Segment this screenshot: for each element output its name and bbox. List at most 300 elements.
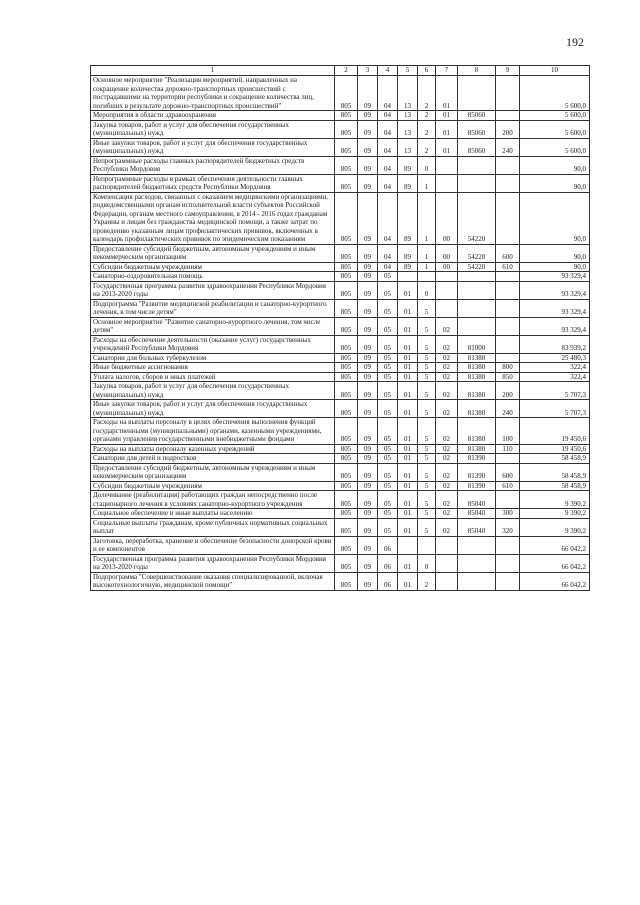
code-cell <box>458 572 496 590</box>
code-cell: 2 <box>418 111 436 121</box>
expense-name-cell: Компенсация расходов, связанных с оказанием медицинскими организациями, подведомственными органам исполнительной власти субъектов Российской Федерации, органам местного самоуправления, в 2014 - 2016 годах гражданам Украины и лицам без гражданства медицинской помощи, а также затрат по проведению указанным лицам профилактических прививок, включенных в календарь профилактических прививок по эпидемическим показаниям <box>91 192 335 244</box>
code-cell: 805 <box>335 156 358 174</box>
code-cell: 0 <box>418 156 436 174</box>
code-cell: 01 <box>398 363 418 373</box>
code-cell <box>496 554 520 572</box>
code-cell: 805 <box>335 120 358 138</box>
table-row <box>91 491 590 509</box>
code-cell: 54220 <box>458 192 496 244</box>
code-cell: 09 <box>358 518 378 536</box>
code-cell <box>496 281 520 299</box>
code-cell <box>496 111 520 121</box>
code-cell <box>496 536 520 554</box>
code-cell <box>496 335 520 353</box>
code-cell: 01 <box>398 463 418 481</box>
header-row <box>91 66 590 76</box>
amount-cell: 58 458,9 <box>520 481 590 491</box>
code-cell <box>496 174 520 192</box>
code-cell <box>458 76 496 111</box>
code-cell: 05 <box>378 363 398 373</box>
table-row <box>91 76 590 111</box>
code-cell <box>458 554 496 572</box>
code-cell: 81380 <box>458 382 496 400</box>
expense-name-cell: Непрограммные расходы в рамках обеспечения деятельности главных распорядителей бюджетных средств Республики Мордовия <box>91 174 335 192</box>
code-cell: 02 <box>436 382 458 400</box>
table-row <box>91 481 590 491</box>
expense-name-cell: Расходы на выплаты персоналу в целях обеспечения выполнения функций государственными (муниципальными) органами, казенными учреждениями, органами управления государственными внебюджетными фондами <box>91 418 335 445</box>
code-cell: 05 <box>378 491 398 509</box>
code-cell: 81380 <box>458 400 496 418</box>
code-cell: 05 <box>378 353 398 363</box>
code-cell <box>458 174 496 192</box>
code-cell: 04 <box>378 111 398 121</box>
code-cell: 02 <box>436 353 458 363</box>
code-cell: 09 <box>358 120 378 138</box>
code-cell: 09 <box>358 272 378 282</box>
code-cell: 09 <box>358 418 378 445</box>
amount-cell: 90,0 <box>520 156 590 174</box>
code-cell: 02 <box>436 400 458 418</box>
code-cell: 04 <box>378 156 398 174</box>
code-cell: 54220 <box>458 244 496 262</box>
code-cell <box>436 156 458 174</box>
column-header: 1 <box>91 66 335 76</box>
code-cell: 13 <box>398 76 418 111</box>
expense-name-cell: Санатории для детей и подростков <box>91 454 335 464</box>
code-cell: 89 <box>398 262 418 272</box>
code-cell: 5 <box>418 335 436 353</box>
table-row <box>91 138 590 156</box>
amount-cell: 5 600,0 <box>520 76 590 111</box>
code-cell: 81390 <box>458 481 496 491</box>
code-cell <box>398 272 418 282</box>
expense-name-cell: Социальные выплаты гражданам, кроме публичных нормативных социальных выплат <box>91 518 335 536</box>
code-cell: 81390 <box>458 454 496 464</box>
code-cell: 05 <box>378 272 398 282</box>
code-cell: 05 <box>378 400 398 418</box>
code-cell: 06 <box>378 572 398 590</box>
expense-name-cell: Долечивание (реабилитация) работающих граждан непосредственно после стационарного лечения в условиях санаторно-курортного учреждения <box>91 491 335 509</box>
code-cell: 00 <box>436 244 458 262</box>
code-cell: 1 <box>418 262 436 272</box>
code-cell: 01 <box>398 518 418 536</box>
code-cell: 00 <box>436 192 458 244</box>
code-cell: 200 <box>496 120 520 138</box>
code-cell: 01 <box>398 335 418 353</box>
code-cell: 5 <box>418 317 436 335</box>
code-cell: 2 <box>418 76 436 111</box>
code-cell: 100 <box>496 418 520 445</box>
code-cell: 2 <box>418 572 436 590</box>
code-cell: 805 <box>335 244 358 262</box>
code-cell: 89 <box>398 156 418 174</box>
code-cell: 05 <box>378 317 398 335</box>
code-cell: 09 <box>358 491 378 509</box>
code-cell: 09 <box>358 481 378 491</box>
code-cell: 09 <box>358 317 378 335</box>
code-cell: 05 <box>378 509 398 519</box>
code-cell: 2 <box>418 138 436 156</box>
amount-cell: 25 480,3 <box>520 353 590 363</box>
amount-cell: 93 329,4 <box>520 272 590 282</box>
code-cell: 85040 <box>458 491 496 509</box>
code-cell: 85060 <box>458 138 496 156</box>
code-cell <box>436 536 458 554</box>
amount-cell: 66 042,2 <box>520 572 590 590</box>
expense-name-cell: Закупка товаров, работ и услуг для обеспечения государственных (муниципальных) нужд <box>91 120 335 138</box>
code-cell: 320 <box>496 518 520 536</box>
code-cell: 04 <box>378 262 398 272</box>
code-cell: 110 <box>496 444 520 454</box>
code-cell <box>496 156 520 174</box>
expense-name-cell: Уплата налогов, сборов и иных платежей <box>91 372 335 382</box>
code-cell: 04 <box>378 174 398 192</box>
column-header: 5 <box>398 66 418 76</box>
code-cell: 805 <box>335 272 358 282</box>
expense-name-cell: Санатории для больных туберкулезом <box>91 353 335 363</box>
code-cell: 01 <box>398 554 418 572</box>
code-cell <box>436 299 458 317</box>
code-cell: 01 <box>398 281 418 299</box>
code-cell <box>436 174 458 192</box>
code-cell: 805 <box>335 353 358 363</box>
code-cell: 02 <box>436 444 458 454</box>
table-row <box>91 444 590 454</box>
code-cell: 805 <box>335 491 358 509</box>
code-cell <box>496 454 520 464</box>
code-cell: 09 <box>358 554 378 572</box>
expense-name-cell: Мероприятия в области здравоохранения <box>91 111 335 121</box>
budget-table <box>90 65 590 591</box>
code-cell: 05 <box>378 299 398 317</box>
column-header: 7 <box>436 66 458 76</box>
code-cell: 600 <box>496 244 520 262</box>
code-cell: 81380 <box>458 363 496 373</box>
code-cell: 09 <box>358 536 378 554</box>
code-cell: 610 <box>496 262 520 272</box>
code-cell: 805 <box>335 262 358 272</box>
code-cell: 81380 <box>458 418 496 445</box>
code-cell: 09 <box>358 572 378 590</box>
code-cell: 02 <box>436 518 458 536</box>
code-cell: 05 <box>378 281 398 299</box>
code-cell: 805 <box>335 174 358 192</box>
code-cell: 240 <box>496 400 520 418</box>
code-cell: 05 <box>378 454 398 464</box>
code-cell: 04 <box>378 138 398 156</box>
code-cell: 805 <box>335 572 358 590</box>
page-number: 192 <box>566 35 584 49</box>
code-cell: 01 <box>436 120 458 138</box>
table-body <box>91 76 590 591</box>
table-row <box>91 363 590 373</box>
code-cell: 05 <box>378 518 398 536</box>
code-cell: 805 <box>335 138 358 156</box>
code-cell: 5 <box>418 509 436 519</box>
code-cell: 300 <box>496 509 520 519</box>
code-cell: 5 <box>418 463 436 481</box>
code-cell <box>436 554 458 572</box>
code-cell: 09 <box>358 244 378 262</box>
code-cell: 89 <box>398 192 418 244</box>
expense-name-cell: Заготовка, переработка, хранение и обеспечение безопасности донорской крови и ее компонентов <box>91 536 335 554</box>
table-row <box>91 518 590 536</box>
code-cell: 0 <box>418 554 436 572</box>
expense-name-cell: Иные закупки товаров, работ и услуг для обеспечения государственных (муниципальных) нужд <box>91 138 335 156</box>
code-cell <box>496 76 520 111</box>
code-cell: 09 <box>358 353 378 363</box>
code-cell: 02 <box>436 363 458 373</box>
code-cell: 04 <box>378 120 398 138</box>
table-row <box>91 111 590 121</box>
code-cell: 805 <box>335 536 358 554</box>
amount-cell: 322,4 <box>520 363 590 373</box>
code-cell: 02 <box>436 372 458 382</box>
amount-cell: 66 042,2 <box>520 554 590 572</box>
expense-name-cell: Государственная программа развития здравоохранения Республики Мордовия на 2013-2020 годы <box>91 554 335 572</box>
code-cell: 02 <box>436 481 458 491</box>
amount-cell: 5 707,3 <box>520 400 590 418</box>
code-cell: 5 <box>418 418 436 445</box>
code-cell: 805 <box>335 335 358 353</box>
code-cell: 09 <box>358 509 378 519</box>
code-cell <box>458 281 496 299</box>
code-cell: 02 <box>436 335 458 353</box>
code-cell: 200 <box>496 382 520 400</box>
amount-cell: 5 600,0 <box>520 111 590 121</box>
code-cell: 09 <box>358 454 378 464</box>
code-cell <box>496 317 520 335</box>
code-cell: 09 <box>358 156 378 174</box>
amount-cell: 93 329,4 <box>520 281 590 299</box>
code-cell: 09 <box>358 138 378 156</box>
expense-name-cell: Основное мероприятие "Развитие санаторно-курортного лечения, том числе детям" <box>91 317 335 335</box>
code-cell: 81380 <box>458 353 496 363</box>
code-cell: 805 <box>335 299 358 317</box>
code-cell: 81000 <box>458 335 496 353</box>
code-cell: 805 <box>335 444 358 454</box>
code-cell: 01 <box>398 299 418 317</box>
code-cell: 09 <box>358 400 378 418</box>
code-cell: 600 <box>496 463 520 481</box>
code-cell: 01 <box>398 481 418 491</box>
code-cell: 01 <box>398 317 418 335</box>
code-cell: 09 <box>358 299 378 317</box>
code-cell: 13 <box>398 120 418 138</box>
table-row <box>91 156 590 174</box>
code-cell: 01 <box>398 400 418 418</box>
column-header: 10 <box>520 66 590 76</box>
code-cell: 01 <box>398 444 418 454</box>
code-cell: 5 <box>418 353 436 363</box>
code-cell: 610 <box>496 481 520 491</box>
table-row <box>91 454 590 464</box>
code-cell <box>458 299 496 317</box>
code-cell: 5 <box>418 363 436 373</box>
table-row <box>91 572 590 590</box>
code-cell: 805 <box>335 518 358 536</box>
code-cell: 05 <box>378 418 398 445</box>
code-cell: 5 <box>418 372 436 382</box>
column-header: 4 <box>378 66 398 76</box>
code-cell: 01 <box>436 138 458 156</box>
amount-cell: 58 458,9 <box>520 454 590 464</box>
code-cell: 805 <box>335 363 358 373</box>
code-cell: 805 <box>335 481 358 491</box>
code-cell: 13 <box>398 111 418 121</box>
table-row <box>91 174 590 192</box>
code-cell: 01 <box>398 382 418 400</box>
code-cell: 09 <box>358 335 378 353</box>
amount-cell: 9 390,2 <box>520 491 590 509</box>
code-cell: 01 <box>398 491 418 509</box>
code-cell: 09 <box>358 281 378 299</box>
expense-name-cell: Иные закупки товаров, работ и услуг для обеспечения государственных (муниципальных) нужд <box>91 400 335 418</box>
code-cell: 02 <box>436 463 458 481</box>
code-cell <box>496 572 520 590</box>
code-cell <box>458 272 496 282</box>
code-cell: 01 <box>436 76 458 111</box>
expense-name-cell: Расходы на выплаты персоналу казенных учреждений <box>91 444 335 454</box>
expense-name-cell: Непрограммные расходы главных распорядителей бюджетных средств Республики Мордовия <box>91 156 335 174</box>
column-header: 8 <box>458 66 496 76</box>
code-cell: 5 <box>418 481 436 491</box>
code-cell: 09 <box>358 372 378 382</box>
code-cell: 54220 <box>458 262 496 272</box>
code-cell <box>496 272 520 282</box>
code-cell <box>418 536 436 554</box>
code-cell <box>458 156 496 174</box>
table-row <box>91 192 590 244</box>
code-cell: 02 <box>436 509 458 519</box>
code-cell: 805 <box>335 111 358 121</box>
table-row <box>91 372 590 382</box>
code-cell: 01 <box>436 111 458 121</box>
code-cell: 2 <box>418 120 436 138</box>
code-cell: 81380 <box>458 444 496 454</box>
code-cell: 09 <box>358 111 378 121</box>
code-cell: 81380 <box>458 372 496 382</box>
code-cell: 1 <box>418 192 436 244</box>
table-row <box>91 509 590 519</box>
code-cell: 05 <box>378 382 398 400</box>
amount-cell: 90,0 <box>520 174 590 192</box>
code-cell: 13 <box>398 138 418 156</box>
expense-name-cell: Иные бюджетные ассигнования <box>91 363 335 373</box>
code-cell: 85060 <box>458 120 496 138</box>
code-cell <box>436 272 458 282</box>
code-cell: 1 <box>418 174 436 192</box>
code-cell <box>436 281 458 299</box>
code-cell: 85060 <box>458 111 496 121</box>
expense-name-cell: Расходы на обеспечение деятельности (оказание услуг) государственных учреждений Республики Мордовия <box>91 335 335 353</box>
code-cell <box>496 491 520 509</box>
code-cell <box>496 299 520 317</box>
code-cell: 00 <box>436 262 458 272</box>
amount-cell: 90,0 <box>520 244 590 262</box>
code-cell: 09 <box>358 463 378 481</box>
expense-name-cell: Государственная программа развития здравоохранения Республики Мордовия на 2013-2020 годы <box>91 281 335 299</box>
amount-cell: 19 450,6 <box>520 418 590 445</box>
amount-cell: 322,4 <box>520 372 590 382</box>
column-header: 2 <box>335 66 358 76</box>
table-row <box>91 120 590 138</box>
table-row <box>91 244 590 262</box>
code-cell: 81390 <box>458 463 496 481</box>
table-row <box>91 536 590 554</box>
expense-name-cell: Закупка товаров, работ и услуг для обеспечения государственных (муниципальных) нужд <box>91 382 335 400</box>
amount-cell: 19 450,6 <box>520 444 590 454</box>
code-cell: 805 <box>335 509 358 519</box>
code-cell: 805 <box>335 281 358 299</box>
code-cell: 05 <box>378 463 398 481</box>
table-row <box>91 262 590 272</box>
expense-name-cell: Предоставление субсидий бюджетным, автономным учреждениям и иным некоммерческим организациям <box>91 463 335 481</box>
amount-cell: 58 458,9 <box>520 463 590 481</box>
amount-cell: 66 042,2 <box>520 536 590 554</box>
expense-name-cell: Субсидии бюджетным учреждениям <box>91 262 335 272</box>
code-cell <box>418 272 436 282</box>
code-cell: 09 <box>358 174 378 192</box>
code-cell: 09 <box>358 382 378 400</box>
code-cell: 805 <box>335 418 358 445</box>
table-row <box>91 281 590 299</box>
code-cell: 04 <box>378 244 398 262</box>
code-cell: 89 <box>398 174 418 192</box>
code-cell: 0 <box>418 281 436 299</box>
table-row <box>91 317 590 335</box>
code-cell: 5 <box>418 299 436 317</box>
column-header: 3 <box>358 66 378 76</box>
column-header: 9 <box>496 66 520 76</box>
code-cell: 01 <box>398 509 418 519</box>
column-header: 6 <box>418 66 436 76</box>
code-cell: 85040 <box>458 518 496 536</box>
code-cell: 02 <box>436 418 458 445</box>
table-row <box>91 382 590 400</box>
table-row <box>91 554 590 572</box>
expense-name-cell: Санаторно-оздоровительная помощь <box>91 272 335 282</box>
code-cell: 5 <box>418 454 436 464</box>
expense-name-cell: Социальное обеспечение и иные выплаты населению <box>91 509 335 519</box>
code-cell: 05 <box>378 335 398 353</box>
code-cell: 805 <box>335 454 358 464</box>
code-cell: 805 <box>335 554 358 572</box>
amount-cell: 5 600,0 <box>520 138 590 156</box>
code-cell: 06 <box>378 554 398 572</box>
table-row <box>91 335 590 353</box>
code-cell: 09 <box>358 76 378 111</box>
code-cell: 09 <box>358 192 378 244</box>
code-cell: 05 <box>378 444 398 454</box>
code-cell: 5 <box>418 491 436 509</box>
code-cell: 805 <box>335 317 358 335</box>
code-cell: 805 <box>335 76 358 111</box>
code-cell: 04 <box>378 192 398 244</box>
code-cell: 240 <box>496 138 520 156</box>
code-cell: 800 <box>496 363 520 373</box>
code-cell: 5 <box>418 518 436 536</box>
amount-cell: 93 329,4 <box>520 299 590 317</box>
code-cell: 09 <box>358 444 378 454</box>
code-cell: 05 <box>378 372 398 382</box>
amount-cell: 9 390,2 <box>520 509 590 519</box>
code-cell: 01 <box>398 372 418 382</box>
expense-name-cell: Предоставление субсидий бюджетным, автономным учреждениям и иным некоммерческим организациям <box>91 244 335 262</box>
code-cell: 02 <box>436 491 458 509</box>
table-row <box>91 418 590 445</box>
code-cell <box>496 192 520 244</box>
